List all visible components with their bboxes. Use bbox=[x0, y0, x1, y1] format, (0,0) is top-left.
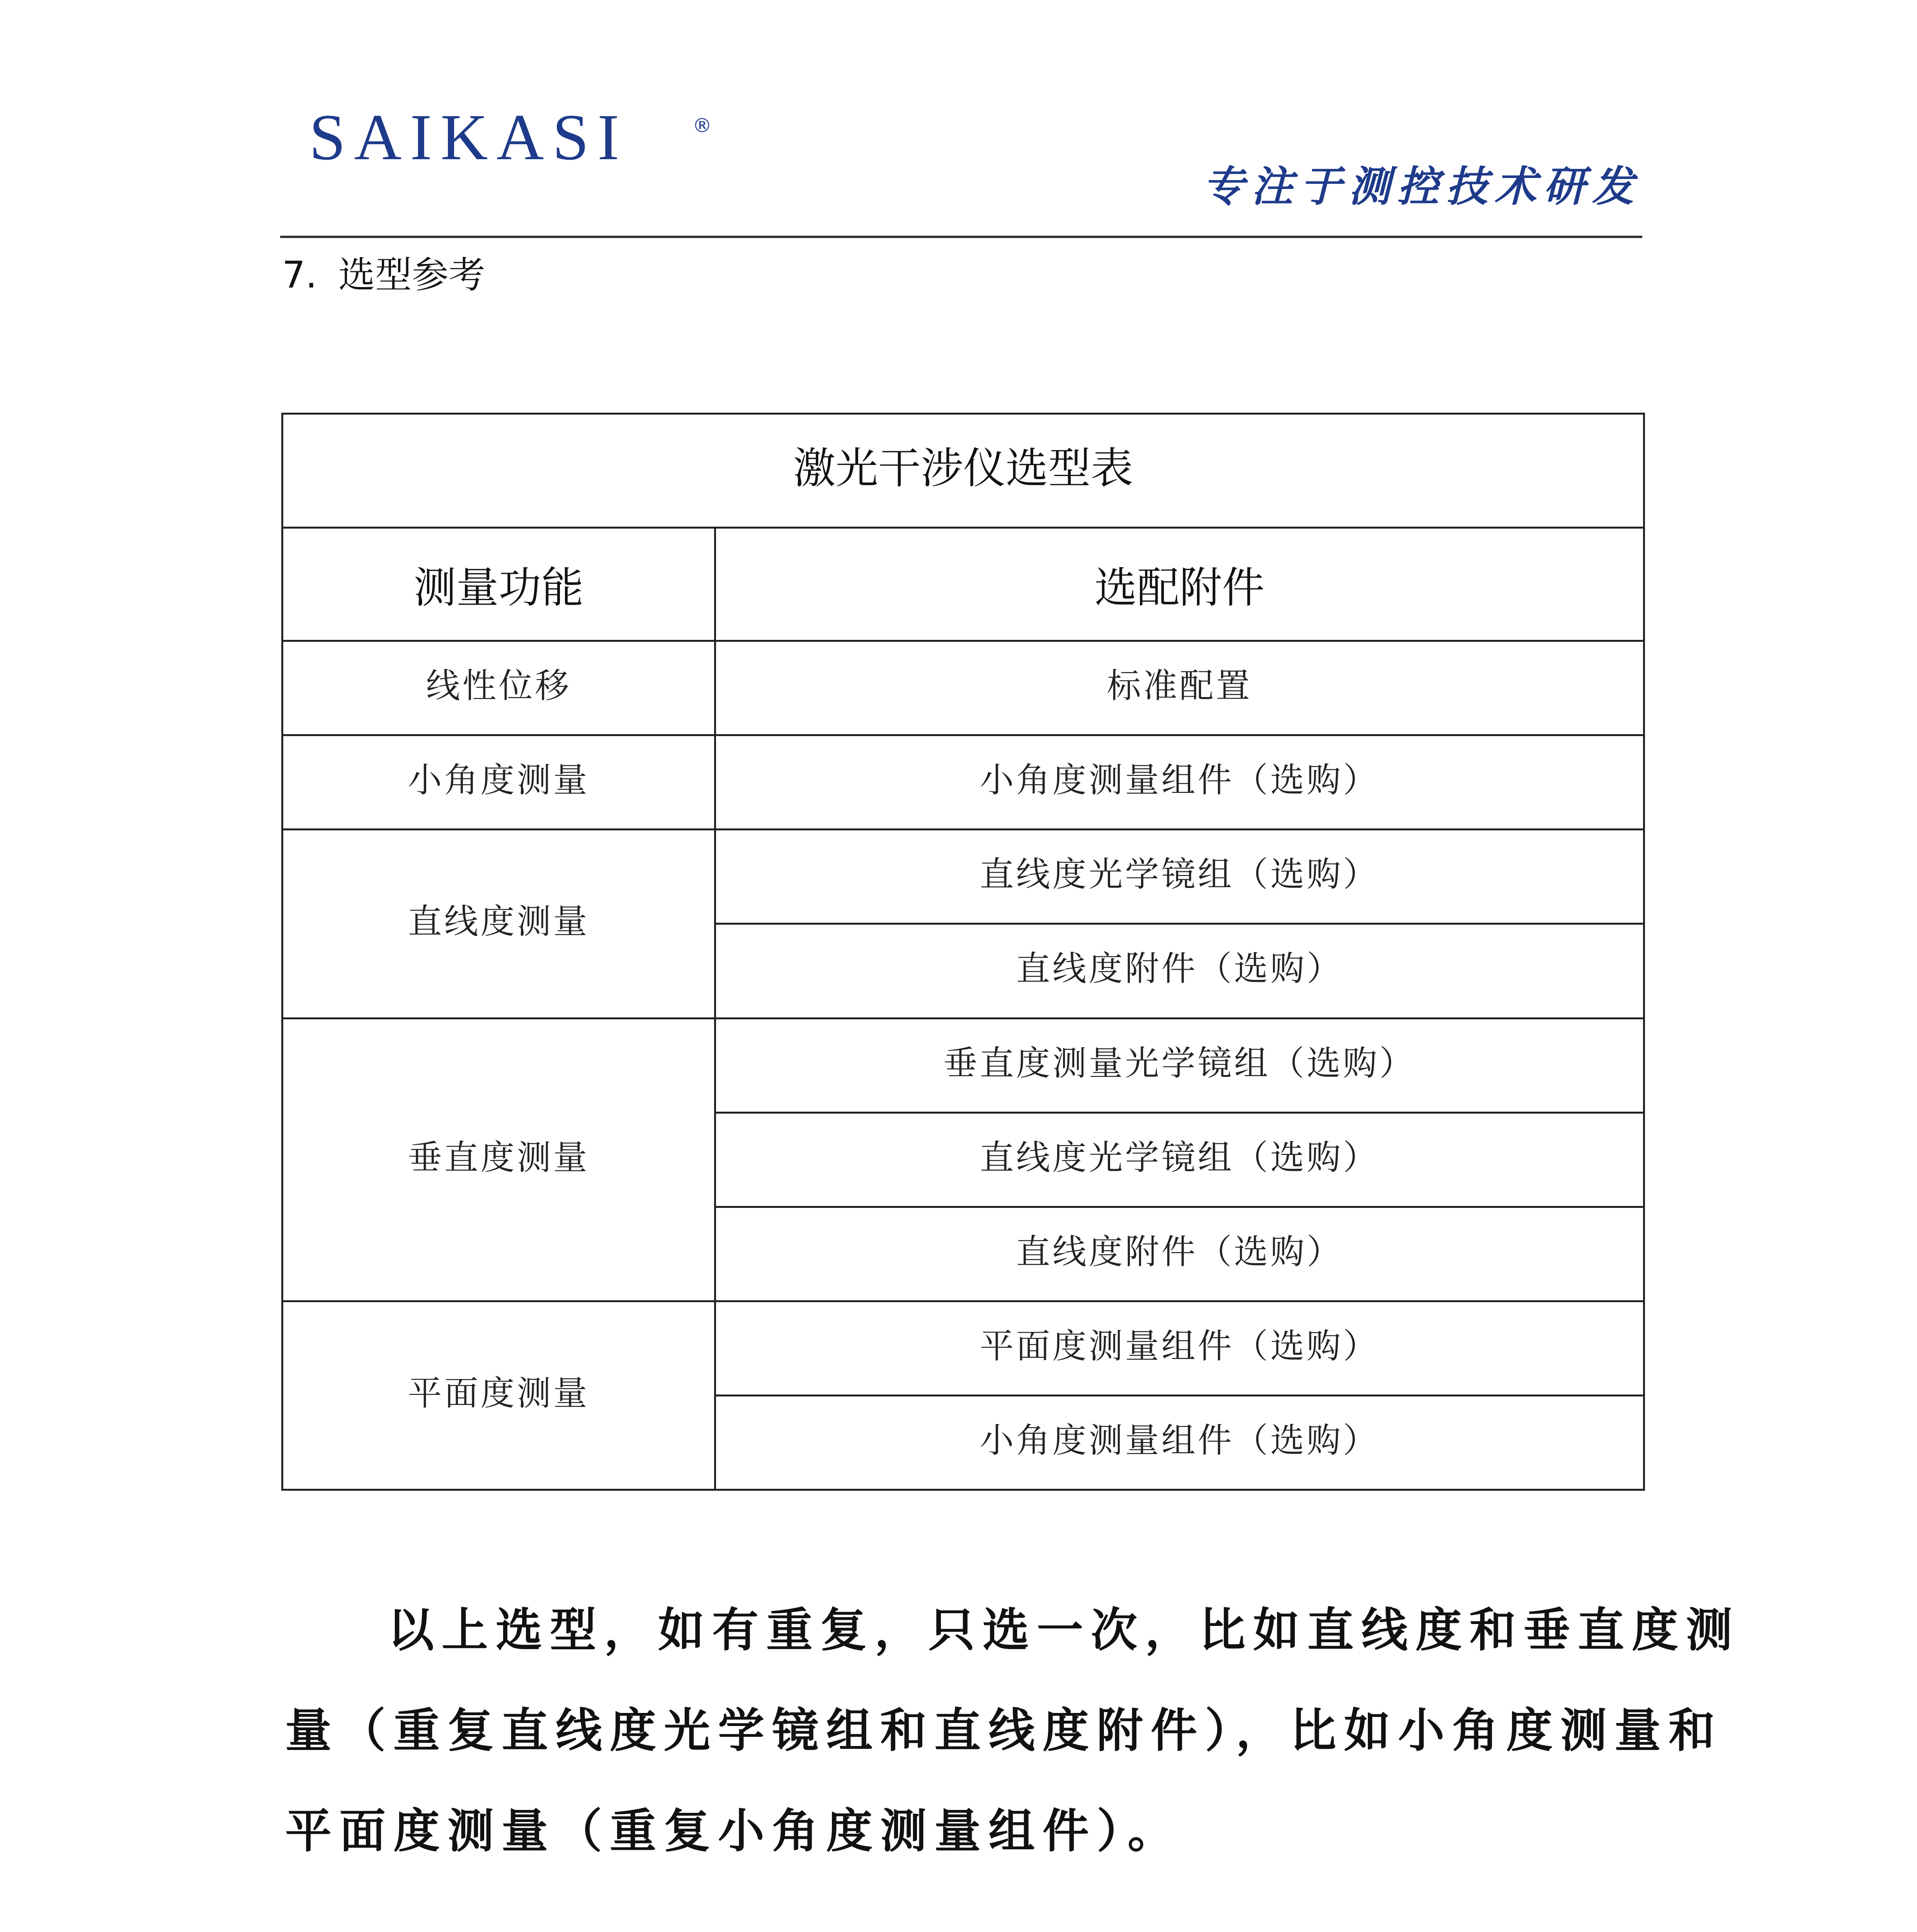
note-line: 平面度测量（重复小角度测量组件）。 bbox=[285, 1804, 1182, 1858]
accessory-cell: 小角度测量组件（选购） bbox=[715, 1395, 1644, 1490]
function-cell: 平面度测量 bbox=[282, 1301, 715, 1490]
note-line: 量（重复直线度光学镜组和直线度附件），比如小角度测量和 bbox=[285, 1704, 1723, 1758]
column-header-function: 测量功能 bbox=[282, 528, 715, 641]
function-cell: 线性位移 bbox=[282, 641, 715, 735]
registered-mark: ® bbox=[692, 114, 712, 137]
header-divider bbox=[280, 236, 1642, 238]
section-heading bbox=[282, 254, 485, 296]
accessory-cell: 直线度光学镜组（选购） bbox=[715, 830, 1644, 924]
selection-table bbox=[281, 413, 1645, 1491]
accessory-cell: 标准配置 bbox=[715, 641, 1644, 735]
function-cell: 直线度测量 bbox=[282, 830, 715, 1018]
function-cell: 垂直度测量 bbox=[282, 1018, 715, 1301]
column-header-accessories: 选配附件 bbox=[715, 528, 1644, 641]
accessory-cell: 平面度测量组件（选购） bbox=[715, 1301, 1644, 1395]
accessory-cell: 小角度测量组件（选购） bbox=[715, 735, 1644, 830]
accessory-cell: 垂直度测量光学镜组（选购） bbox=[715, 1018, 1644, 1112]
accessory-cell: 直线度附件（选购） bbox=[715, 924, 1644, 1018]
accessory-cell: 直线度附件（选购） bbox=[715, 1207, 1644, 1301]
company-logo: SAIKASI bbox=[309, 101, 628, 173]
function-cell: 小角度测量 bbox=[282, 735, 715, 830]
section-title: 选型参考 bbox=[338, 254, 485, 296]
note-line: 以上选型，如有重复，只选一次，比如直线度和垂直度测 bbox=[388, 1604, 1740, 1657]
accessory-cell: 直线度光学镜组（选购） bbox=[715, 1112, 1644, 1207]
company-slogan: 专注于测控技术研发 bbox=[1202, 163, 1641, 211]
selection-note bbox=[285, 1580, 1740, 1882]
section-number: 7. bbox=[282, 254, 317, 296]
table-title: 激光干涉仪选型表 bbox=[282, 414, 1644, 528]
